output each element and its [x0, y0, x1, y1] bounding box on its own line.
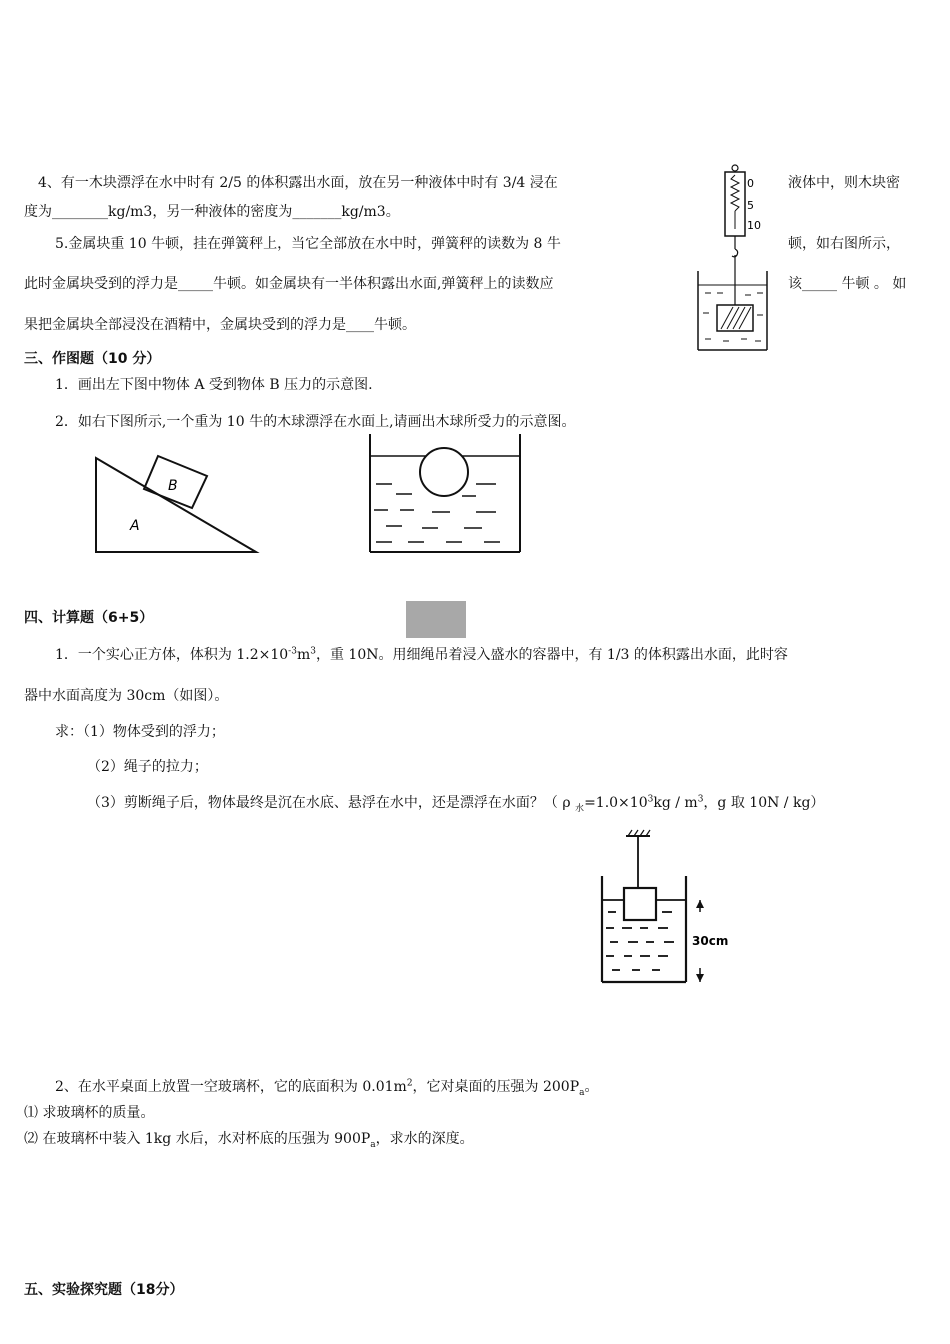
q4-line1-right: 液体中，则木块密	[788, 175, 900, 191]
section4-heading: 四、计算题（6+5）	[24, 610, 154, 626]
q4-line2: 度为________kg/m3，另一种液体的密度为_______kg/m3。	[24, 204, 400, 220]
q5-line2-right: 该_____ 牛顿 。 如	[788, 276, 907, 292]
q5-line1-right: 顿，如右图所示，	[788, 236, 900, 252]
section4-q2-sub2: ⑵ 在玻璃杯中装入 1kg 水后，水对杯底的压强为 $900P_a$，求水的深度。	[24, 1131, 474, 1150]
section4-q2-line1: 2、在水平桌面上放置一空玻璃杯，它的底面积为 $0.01m^2$，它对桌面的压强为 $200P_a$。	[55, 1078, 599, 1098]
incline-figure	[90, 452, 265, 557]
label-a: A	[130, 518, 140, 534]
label-b: B	[168, 478, 178, 494]
scale-mark-10: 10	[747, 219, 761, 232]
gray-placeholder-box	[406, 601, 466, 638]
section3-heading: 三、作图题（10 分）	[24, 351, 161, 367]
section4-q2-sub1: ⑴ 求玻璃杯的质量。	[24, 1105, 155, 1121]
q4-line1: 4、有一木块漂浮在水中时有 2/5 的体积露出水面，放在另一种液体中时有 3/4 浸在	[38, 175, 558, 191]
q5-line2: 此时金属块受到的浮力是_____牛顿。如金属块有一半体积露出水面,弹簧秤上的读数应	[24, 276, 554, 292]
section4-q1-line1: 1．一个实心正方体，体积为 $1.2\times 10^{-3}m^3$，重 10N。用细绳吊着浸入盛水的容器中，有 1/3 的体积露出水面，此时容	[55, 646, 788, 663]
section3-item2: 2．如右下图所示,一个重为 10 牛的木球漂浮在水面上,请画出木球所受力的示意图。	[55, 414, 576, 430]
height-label-30cm: 30cm	[692, 934, 729, 948]
section4-q1-ask1: 求：（1）物体受到的浮力；	[55, 724, 225, 740]
hanging-block-figure	[596, 828, 746, 988]
q5-line1: 5.金属块重 10 牛顿，挂在弹簧秤上，当它全部放在水中时，弹簧秤的读数为 8 牛	[55, 236, 561, 252]
q5-line3: 果把金属块全部浸没在酒精中，金属块受到的浮力是____牛顿。	[24, 317, 416, 333]
section5-heading: 五、实验探究题（18分）	[24, 1282, 184, 1298]
scale-mark-0: 0	[747, 177, 754, 190]
section3-item1: 1．画出左下图中物体 A 受到物体 B 压力的示意图.	[55, 377, 373, 393]
scale-mark-5: 5	[747, 199, 754, 212]
section4-q1-line2: 器中水面高度为 30cm（如图）。	[24, 688, 229, 704]
spring-scale-figure	[695, 163, 775, 353]
section4-q1-ask3: （3）剪断绳子后，物体最终是沉在水底、悬浮在水中，还是漂浮在水面？（ ρ $_水=1.0\times 10^3kg / m^3$，g 取 10N / kg）	[87, 794, 825, 814]
floating-ball-figure	[366, 432, 526, 556]
section4-q1-ask2: （2）绳子的拉力；	[87, 759, 208, 775]
